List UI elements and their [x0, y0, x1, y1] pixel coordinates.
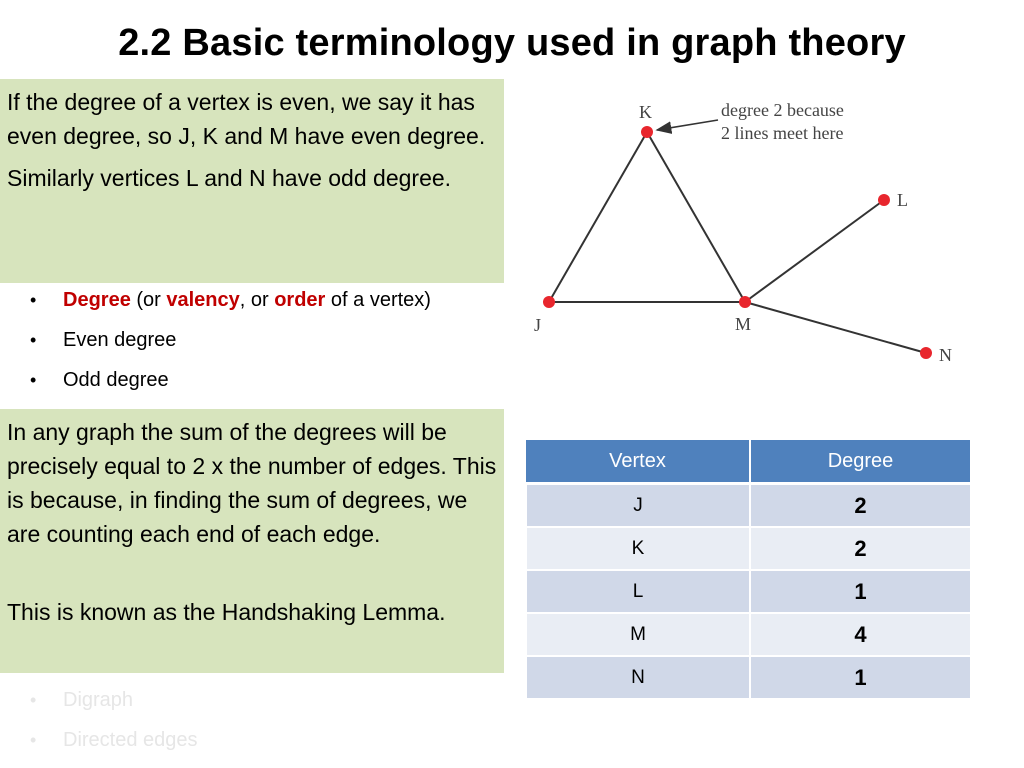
keyword-degree: Degree: [63, 289, 131, 311]
degree-cell: 1: [750, 570, 971, 613]
text-of-vertex: of a vertex): [325, 289, 431, 311]
keyword-order: order: [274, 289, 326, 311]
edge-k-m: [647, 132, 745, 302]
vertex-cell: M: [526, 613, 750, 656]
sum-of-degrees-text: In any graph the sum of the degrees will be precisely equal to 2 x the number of edges. This is because, in finding the sum of degrees, we are counting each end of each edge.: [7, 419, 497, 547]
handshaking-note: [0, 409, 504, 673]
bullet-digraph: • Digraph: [30, 686, 431, 726]
header-degree: Degree: [750, 440, 971, 484]
table-row: [526, 484, 971, 528]
vertex-label-l: L: [897, 190, 908, 210]
edge-k-j: [549, 132, 647, 302]
table-row: [526, 613, 971, 656]
degree-cell: 4: [750, 613, 971, 656]
vertex-label-j: J: [534, 315, 542, 335]
table-header-row: [526, 440, 971, 484]
vertex-cell: N: [526, 656, 750, 699]
degree-cell: 1: [750, 656, 971, 699]
degree-cell: 2: [750, 527, 971, 570]
vertex-label-m: M: [735, 314, 752, 334]
graph-diagram: [520, 88, 1000, 388]
table-row: [526, 656, 971, 699]
vertex-label-k: K: [639, 102, 652, 122]
vertex-k: [641, 126, 653, 138]
table-row: [526, 570, 971, 613]
header-vertex: Vertex: [526, 440, 750, 484]
annotation-arrow: [657, 120, 718, 130]
keyword-valency: valency: [166, 289, 240, 311]
bullet-odd-degree: • Odd degree: [30, 366, 431, 406]
vertex-label-n: N: [939, 345, 952, 365]
annotation-line-2: 2 lines meet here: [721, 123, 844, 143]
slide-title: 2.2 Basic terminology used in graph theory: [118, 22, 906, 64]
vertex-cell: J: [526, 484, 750, 528]
handshaking-lemma-text: This is known as the Handshaking Lemma.: [7, 599, 446, 625]
degree-cell: 2: [750, 484, 971, 528]
vertex-m: [739, 296, 751, 308]
even-degree-text: If the degree of a vertex is even, we say it has even degree, so J, K and M have even degree.: [7, 89, 486, 149]
vertex-l: [878, 194, 890, 206]
table-row: [526, 527, 971, 570]
text-or-2: , or: [239, 289, 275, 311]
vertex-cell: L: [526, 570, 750, 613]
edge-m-l: [745, 200, 884, 302]
annotation-line-1: degree 2 because: [721, 100, 844, 120]
even-odd-note: [0, 79, 504, 283]
vertex-n: [920, 347, 932, 359]
bullet-even-degree: • Even degree: [30, 326, 431, 366]
odd-degree-text: Similarly vertices L and N have odd degree.: [7, 165, 452, 191]
bullet-directed-edges: • Directed edges: [30, 726, 431, 766]
degree-table: [525, 440, 972, 700]
vertex-j: [543, 296, 555, 308]
edge-m-n: [745, 302, 926, 353]
bullet-degree: [30, 286, 431, 326]
text-or-1: (or: [130, 289, 167, 311]
vertex-cell: K: [526, 527, 750, 570]
